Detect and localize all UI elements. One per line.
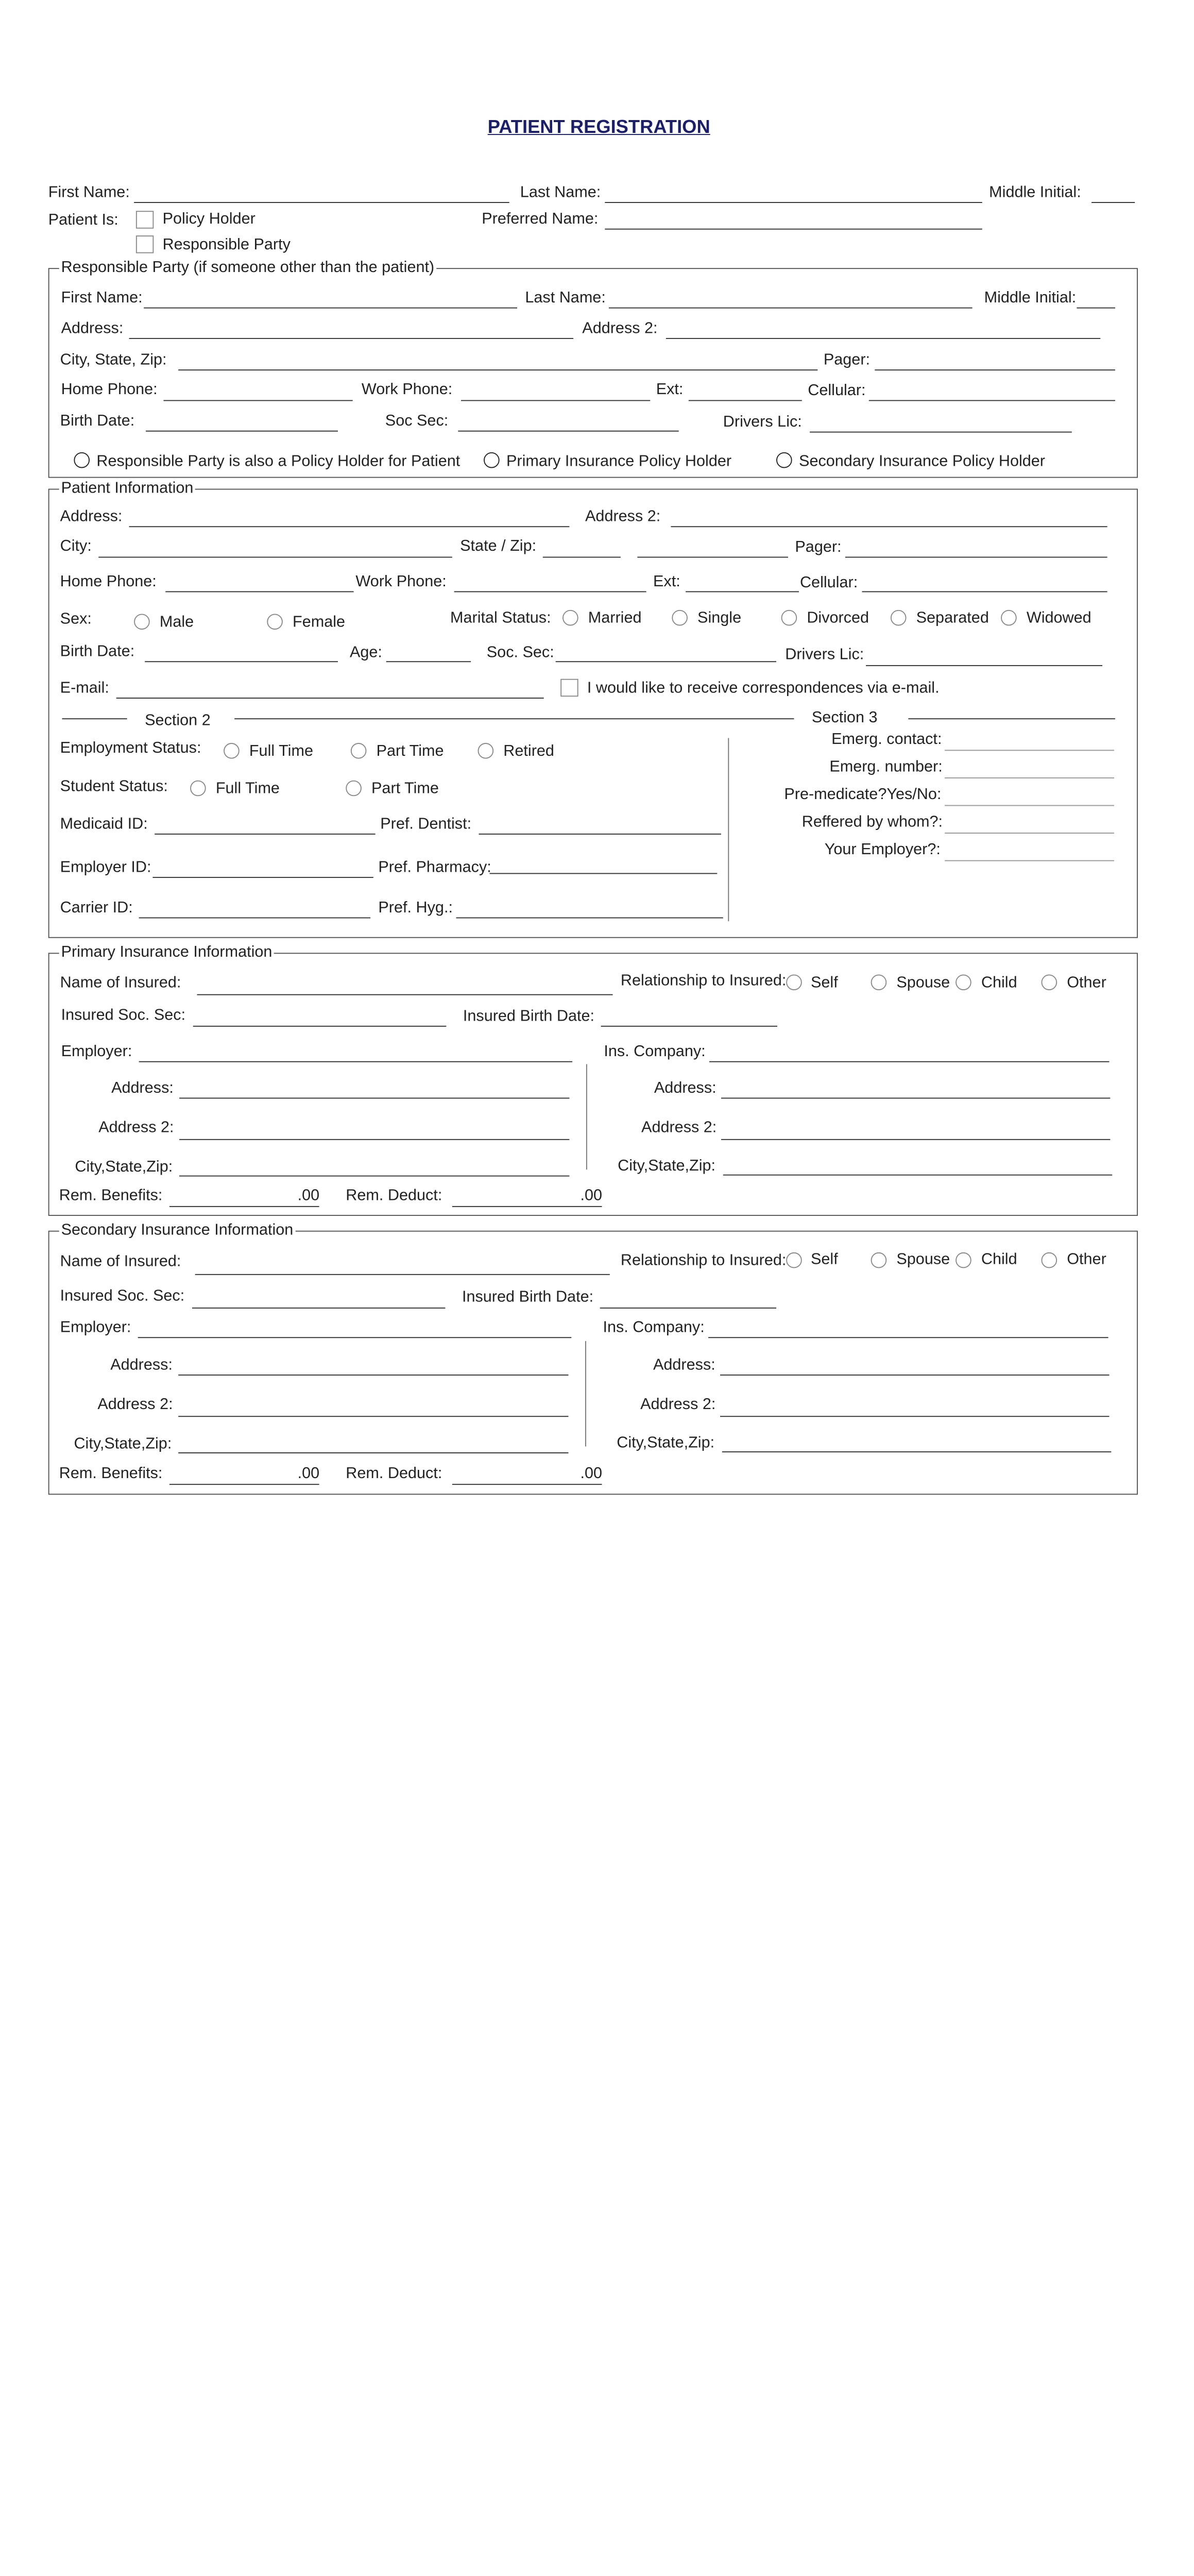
- pi-pager-label: Pager:: [795, 539, 842, 556]
- rp-work-phone-field[interactable]: [461, 400, 650, 401]
- pi-marital-status-label: Marital Status:: [450, 609, 551, 627]
- secondary-insurance-legend: Secondary Insurance Information: [59, 1222, 295, 1240]
- employer-id-field[interactable]: [152, 877, 373, 878]
- ins2-insured-birth-date-field[interactable]: [600, 1308, 776, 1309]
- ins1-ins-company-field[interactable]: [709, 1061, 1109, 1062]
- ins2-emp-address-field[interactable]: [178, 1375, 568, 1376]
- pi-cellular-field[interactable]: [862, 591, 1107, 592]
- ins2-spouse-label: Spouse: [896, 1251, 950, 1268]
- pref-dentist-field[interactable]: [479, 834, 721, 835]
- pi-city-label: City:: [60, 538, 92, 555]
- pi-sex-label: Sex:: [60, 611, 92, 628]
- ins1-insured-birth-date-field[interactable]: [601, 1026, 777, 1027]
- ins1-rem-benefits-field[interactable]: [169, 1206, 319, 1207]
- pi-email-label: E-mail:: [60, 680, 109, 697]
- ins2-self-label: Self: [810, 1251, 838, 1268]
- ins1-rem-deduct-label: Rem. Deduct:: [346, 1187, 442, 1205]
- ins2-name-of-insured-field[interactable]: [195, 1274, 610, 1275]
- preferred-name-label: Preferred Name:: [482, 211, 599, 228]
- ins2-insured-soc-sec-label: Insured Soc. Sec:: [60, 1287, 185, 1305]
- ins1-spouse-label: Spouse: [896, 974, 950, 991]
- ins1-rem-benefits-label: Rem. Benefits:: [59, 1187, 163, 1205]
- responsible-party-checkbox[interactable]: [136, 235, 153, 253]
- carrier-id-field[interactable]: [139, 918, 370, 919]
- rp-first-name-label: First Name:: [61, 290, 143, 307]
- pref-pharmacy-label: Pref. Pharmacy:: [378, 859, 491, 876]
- pref-hyg-label: Pref. Hyg.:: [378, 900, 453, 917]
- ins2-ins-address-label: Address:: [653, 1357, 715, 1374]
- ins1-insured-soc-sec-label: Insured Soc. Sec:: [61, 1007, 186, 1024]
- patient-is-label: Patient Is:: [48, 212, 118, 229]
- patient-information-section: [48, 489, 1138, 938]
- ins2-other-label: Other: [1067, 1251, 1106, 1268]
- last-name-label: Last Name:: [520, 184, 601, 201]
- preferred-name-field[interactable]: [605, 229, 982, 230]
- ins1-emp-address2-label: Address 2:: [98, 1119, 174, 1137]
- employment-status-label: Employment Status:: [60, 740, 201, 757]
- pi-drivers-lic-label: Drivers Lic:: [785, 646, 864, 664]
- rp-address-field[interactable]: [129, 338, 574, 339]
- emerg-number-label: Emerg. number:: [829, 758, 943, 776]
- pi-address2-label: Address 2:: [585, 508, 661, 526]
- ins2-ins-city-state-zip-field[interactable]: [722, 1451, 1111, 1452]
- student-full-time-radio[interactable]: [190, 781, 206, 796]
- ins2-child-label: Child: [981, 1251, 1017, 1268]
- section3-heading: Section 3: [811, 709, 878, 726]
- pi-male-label: Male: [159, 614, 194, 631]
- pi-divorced-label: Divorced: [807, 609, 869, 627]
- pi-email-opt-label: I would like to receive correspondences via e-mail.: [587, 680, 940, 697]
- section2-rule-left: [62, 718, 127, 719]
- ins1-name-of-insured-field[interactable]: [197, 994, 613, 995]
- secondary-insurance-section: [48, 1231, 1138, 1495]
- pi-drivers-lic-field[interactable]: [866, 665, 1102, 666]
- pi-birth-date-label: Birth Date:: [60, 643, 135, 660]
- ins1-ins-city-state-zip-field[interactable]: [723, 1175, 1112, 1176]
- rp-secondary-holder-radio[interactable]: [776, 452, 792, 468]
- ins2-emp-city-state-zip-field[interactable]: [178, 1452, 568, 1453]
- pi-zip-field[interactable]: [637, 557, 788, 558]
- student-status-label: Student Status:: [60, 778, 168, 795]
- employment-part-time-radio[interactable]: [351, 743, 367, 759]
- pi-address-field[interactable]: [129, 526, 570, 527]
- pi-widowed-label: Widowed: [1026, 609, 1091, 627]
- pi-female-radio[interactable]: [267, 614, 283, 630]
- student-part-time-label: Part Time: [371, 780, 439, 798]
- rp-middle-initial-field[interactable]: [1077, 308, 1115, 309]
- ins2-emp-city-state-zip-label: City,State,Zip:: [74, 1435, 172, 1453]
- rp-city-state-zip-field[interactable]: [178, 369, 817, 370]
- premedicate-label: Pre-medicate?Yes/No:: [784, 786, 942, 803]
- ins1-emp-city-state-zip-field[interactable]: [179, 1176, 569, 1177]
- pi-single-label: Single: [697, 609, 742, 627]
- ins2-emp-address-label: Address:: [110, 1357, 173, 1374]
- ins1-other-label: Other: [1067, 974, 1106, 991]
- section-divider: [728, 738, 729, 921]
- patient-information-legend: Patient Information: [59, 480, 195, 497]
- student-full-time-label: Full Time: [215, 780, 280, 798]
- pi-single-radio[interactable]: [672, 610, 688, 626]
- pref-hyg-field[interactable]: [456, 918, 723, 919]
- rp-first-name-field[interactable]: [144, 308, 517, 309]
- ins2-relationship-label: Relationship to Insured:: [620, 1252, 787, 1269]
- pi-city-field[interactable]: [98, 557, 452, 558]
- pi-ext-label: Ext:: [653, 573, 680, 590]
- ins1-rem-deduct-field[interactable]: [452, 1206, 602, 1207]
- ins2-rem-benefits-label: Rem. Benefits:: [59, 1465, 163, 1482]
- responsible-party-label: Responsible Party: [162, 236, 291, 253]
- ins1-divider: [586, 1064, 587, 1170]
- pi-birth-date-field[interactable]: [145, 661, 338, 662]
- rp-cellular-label: Cellular:: [808, 382, 866, 399]
- first-name-label: First Name:: [48, 184, 130, 201]
- section2-heading: Section 2: [145, 712, 211, 730]
- pi-pager-field[interactable]: [845, 557, 1107, 558]
- policy-holder-checkbox[interactable]: [136, 211, 153, 228]
- ins1-ins-address2-field[interactable]: [721, 1139, 1110, 1140]
- ins1-emp-city-state-zip-label: City,State,Zip:: [75, 1159, 173, 1176]
- medicaid-id-field[interactable]: [155, 834, 375, 835]
- emerg-contact-label: Emerg. contact:: [831, 731, 942, 748]
- rp-drivers-lic-label: Drivers Lic:: [723, 414, 802, 431]
- form-title: PATIENT REGISTRATION: [487, 117, 710, 138]
- rp-pager-field[interactable]: [875, 369, 1115, 370]
- ins2-ins-company-label: Ins. Company:: [603, 1319, 705, 1336]
- ins2-ins-address-field[interactable]: [720, 1375, 1109, 1376]
- pi-home-phone-field[interactable]: [165, 591, 353, 592]
- ins1-self-radio[interactable]: [786, 974, 802, 990]
- ins2-rem-deduct-field[interactable]: [452, 1484, 602, 1485]
- rp-also-policy-holder-label: Responsible Party is also a Policy Holder for Patient: [96, 453, 460, 470]
- rp-primary-holder-radio[interactable]: [484, 452, 500, 468]
- rp-address2-label: Address 2:: [582, 320, 658, 337]
- ins2-insured-soc-sec-field[interactable]: [192, 1308, 446, 1309]
- ins1-ins-address2-label: Address 2:: [641, 1119, 717, 1137]
- pi-divorced-radio[interactable]: [781, 610, 797, 626]
- ins1-ins-city-state-zip-label: City,State,Zip:: [618, 1158, 716, 1175]
- pi-separated-label: Separated: [916, 609, 989, 627]
- rp-home-phone-field[interactable]: [163, 400, 352, 401]
- rp-birth-date-field[interactable]: [146, 431, 338, 432]
- ins1-employer-field[interactable]: [139, 1061, 573, 1062]
- ins2-ins-company-field[interactable]: [708, 1337, 1108, 1338]
- rp-middle-initial-label: Middle Initial:: [984, 290, 1077, 307]
- pi-separated-radio[interactable]: [891, 610, 907, 626]
- your-employer-label: Your Employer?:: [824, 841, 941, 858]
- ins1-spouse-radio[interactable]: [871, 974, 887, 990]
- middle-initial-field[interactable]: [1091, 202, 1135, 203]
- ins1-emp-address-label: Address:: [111, 1080, 174, 1097]
- rp-also-policy-holder-radio[interactable]: [74, 452, 90, 468]
- ins1-name-of-insured-label: Name of Insured:: [60, 974, 181, 991]
- rp-last-name-field[interactable]: [609, 308, 973, 309]
- pi-email-opt-checkbox[interactable]: [560, 679, 578, 697]
- pref-pharmacy-field[interactable]: [490, 873, 718, 874]
- ins1-relationship-label: Relationship to Insured:: [620, 972, 787, 990]
- pi-age-field[interactable]: [386, 661, 471, 662]
- ins1-employer-label: Employer:: [61, 1043, 132, 1060]
- ins2-employer-field[interactable]: [138, 1337, 572, 1338]
- rp-primary-holder-label: Primary Insurance Policy Holder: [506, 453, 732, 470]
- pi-email-field[interactable]: [116, 698, 544, 699]
- pi-work-phone-label: Work Phone:: [355, 573, 447, 590]
- referred-by-field[interactable]: [945, 833, 1114, 834]
- pi-cellular-label: Cellular:: [799, 574, 858, 591]
- rp-soc-sec-field[interactable]: [458, 431, 678, 432]
- pi-home-phone-label: Home Phone:: [60, 573, 157, 590]
- rp-pager-label: Pager:: [823, 351, 871, 369]
- your-employer-field[interactable]: [945, 860, 1114, 861]
- pi-address2-field[interactable]: [671, 526, 1107, 527]
- rp-work-phone-label: Work Phone:: [361, 381, 453, 398]
- middle-initial-label: Middle Initial:: [989, 184, 1081, 201]
- rp-last-name-label: Last Name:: [525, 290, 606, 307]
- ins1-rem-deduct-value: .00: [580, 1187, 603, 1205]
- ins1-insured-birth-date-label: Insured Birth Date:: [463, 1008, 595, 1025]
- student-part-time-radio[interactable]: [346, 781, 362, 796]
- rp-soc-sec-label: Soc Sec:: [385, 413, 449, 430]
- ins1-emp-address2-field[interactable]: [179, 1139, 569, 1140]
- medicaid-id-label: Medicaid ID:: [60, 816, 148, 833]
- pi-soc-sec-field[interactable]: [556, 661, 776, 662]
- ins2-rem-deduct-value: .00: [580, 1465, 603, 1482]
- section2-rule-right: [234, 718, 794, 719]
- ins2-ins-address2-field[interactable]: [720, 1416, 1109, 1417]
- rp-address2-field[interactable]: [666, 338, 1100, 339]
- rp-drivers-lic-field[interactable]: [810, 432, 1072, 433]
- ins2-ins-address2-label: Address 2:: [640, 1396, 716, 1413]
- pi-female-label: Female: [293, 614, 346, 631]
- ins2-insured-birth-date-label: Insured Birth Date:: [462, 1289, 594, 1306]
- pi-widowed-radio[interactable]: [1001, 610, 1017, 626]
- section3-rule: [908, 718, 1115, 719]
- ins1-child-radio[interactable]: [956, 974, 971, 990]
- pi-address-label: Address:: [60, 508, 123, 526]
- ins2-rem-benefits-value: .00: [297, 1465, 320, 1482]
- employment-part-time-label: Part Time: [376, 743, 444, 760]
- ins1-ins-address-label: Address:: [654, 1080, 717, 1097]
- rp-address-label: Address:: [61, 320, 124, 337]
- employment-full-time-radio[interactable]: [224, 743, 240, 759]
- policy-holder-label: Policy Holder: [162, 211, 255, 228]
- pi-married-radio[interactable]: [562, 610, 578, 626]
- responsible-party-legend: Responsible Party (if someone other than the patient): [59, 259, 436, 277]
- ins2-self-radio[interactable]: [786, 1252, 802, 1268]
- pi-male-radio[interactable]: [134, 614, 150, 630]
- ins1-insured-soc-sec-field[interactable]: [193, 1026, 447, 1027]
- employment-retired-label: Retired: [503, 743, 554, 760]
- first-name-field[interactable]: [134, 202, 509, 203]
- ins1-ins-company-label: Ins. Company:: [604, 1043, 706, 1060]
- ins2-rem-deduct-label: Rem. Deduct:: [346, 1465, 442, 1482]
- ins2-emp-address2-field[interactable]: [178, 1416, 568, 1417]
- rp-ext-field[interactable]: [689, 400, 802, 401]
- emerg-number-field[interactable]: [945, 777, 1114, 778]
- ins1-child-label: Child: [981, 974, 1017, 991]
- premedicate-field[interactable]: [945, 805, 1114, 806]
- pi-state-field[interactable]: [543, 557, 621, 558]
- ins2-divider: [585, 1341, 586, 1447]
- emerg-contact-field[interactable]: [945, 750, 1114, 751]
- referred-by-label: Reffered by whom?:: [801, 814, 943, 831]
- ins2-ins-city-state-zip-label: City,State,Zip:: [617, 1434, 715, 1452]
- ins2-rem-benefits-field[interactable]: [169, 1484, 319, 1485]
- rp-city-state-zip-label: City, State, Zip:: [60, 351, 167, 369]
- employer-id-label: Employer ID:: [60, 859, 151, 876]
- employment-full-time-label: Full Time: [249, 743, 313, 760]
- ins1-self-label: Self: [810, 974, 838, 991]
- ins2-employer-label: Employer:: [60, 1319, 131, 1336]
- carrier-id-label: Carrier ID:: [60, 900, 133, 917]
- pref-dentist-label: Pref. Dentist:: [380, 816, 472, 833]
- pi-state-zip-label: State / Zip:: [460, 538, 537, 555]
- pi-ext-field[interactable]: [686, 591, 799, 592]
- pi-married-label: Married: [588, 609, 642, 627]
- pi-soc-sec-label: Soc. Sec:: [486, 644, 554, 662]
- rp-secondary-holder-label: Secondary Insurance Policy Holder: [799, 453, 1045, 470]
- ins2-other-radio[interactable]: [1042, 1252, 1057, 1268]
- ins2-spouse-radio[interactable]: [871, 1252, 887, 1268]
- pi-age-label: Age:: [349, 644, 382, 662]
- pi-work-phone-field[interactable]: [454, 591, 646, 592]
- ins1-emp-address-field[interactable]: [179, 1098, 569, 1099]
- ins2-child-radio[interactable]: [956, 1252, 971, 1268]
- ins1-rem-benefits-value: .00: [297, 1187, 320, 1205]
- ins2-emp-address2-label: Address 2:: [97, 1396, 173, 1413]
- ins2-name-of-insured-label: Name of Insured:: [60, 1253, 181, 1270]
- rp-cellular-field[interactable]: [869, 400, 1115, 401]
- ins1-other-radio[interactable]: [1042, 974, 1057, 990]
- last-name-field[interactable]: [605, 202, 982, 203]
- primary-insurance-legend: Primary Insurance Information: [59, 944, 275, 961]
- employment-retired-radio[interactable]: [478, 743, 494, 759]
- rp-birth-date-label: Birth Date:: [60, 413, 135, 430]
- rp-home-phone-label: Home Phone:: [61, 381, 158, 398]
- rp-ext-label: Ext:: [656, 381, 684, 398]
- ins1-ins-address-field[interactable]: [721, 1098, 1110, 1099]
